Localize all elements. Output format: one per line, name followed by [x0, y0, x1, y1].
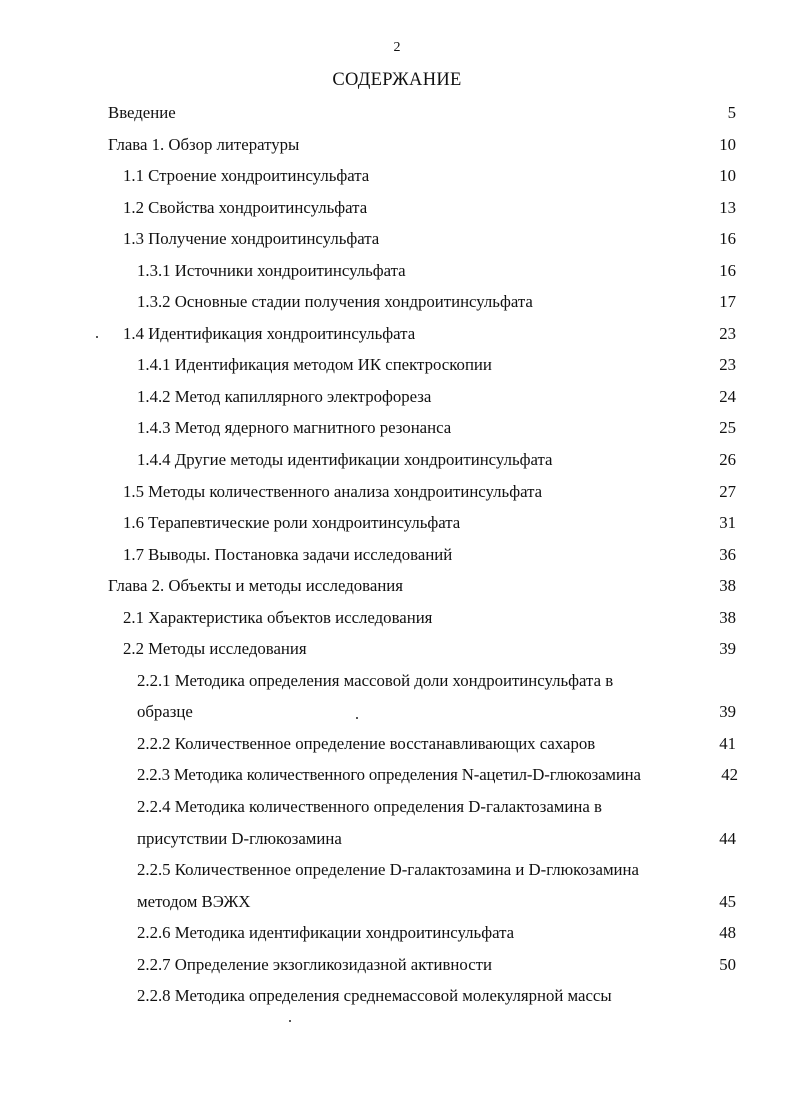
scan-speck [289, 1020, 291, 1022]
toc-entry [0, 854, 794, 886]
toc-entry-page: 50 [719, 954, 736, 974]
toc-entry [0, 759, 794, 791]
toc-entry [0, 129, 794, 161]
toc-entry [0, 539, 794, 571]
toc-entry [0, 696, 794, 728]
toc-entry-page: 31 [719, 513, 736, 533]
toc-entry [0, 255, 794, 287]
toc-entry-label: 2.2.5 Количественное определение D-галактозамина и D-глюкозамина [137, 860, 639, 880]
toc-entry [0, 791, 794, 823]
toc-entry-page: 42 [721, 765, 738, 785]
toc-entry-page: 39 [719, 702, 736, 722]
toc-title: СОДЕРЖАНИЕ [332, 70, 462, 90]
toc-entry-page: 45 [719, 891, 736, 911]
toc-entry-label: 1.1 Строение хондроитинсульфата [123, 166, 370, 186]
toc-entry [0, 192, 794, 224]
toc-entry [0, 570, 794, 602]
toc-entry-label: 2.2.8 Методика определения среднемассовой молекулярной массы [137, 986, 612, 1006]
toc-entry [0, 412, 794, 444]
toc-entry [0, 633, 794, 665]
toc-entry [0, 823, 794, 855]
toc-entry-page: 5 [727, 103, 736, 122]
toc-entry [0, 949, 794, 981]
toc-entry-label: 2.2 Методы исследования [123, 639, 307, 659]
toc-entry-page: 39 [719, 639, 736, 659]
toc-entry-page: 44 [719, 828, 736, 848]
page-number: 2 [393, 40, 401, 55]
table-of-contents [0, 97, 794, 1012]
scan-speck [356, 717, 358, 719]
toc-entry-label: 2.2.6 Методика идентификации хондроитинсульфата [137, 923, 515, 943]
toc-entry-label: 2.2.4 Методика количественного определения D-галактозамина в [137, 797, 602, 817]
toc-entry-page: 38 [719, 576, 736, 596]
toc-entry [0, 665, 794, 697]
toc-entry [0, 349, 794, 381]
toc-entry-page: 23 [719, 323, 736, 343]
scan-speck [96, 336, 98, 338]
toc-entry-page: 25 [719, 418, 736, 438]
toc-entry-page: 38 [719, 607, 736, 627]
toc-entry-label: 1.4.3 Метод ядерного магнитного резонанса [137, 418, 452, 438]
toc-entry [0, 286, 794, 318]
toc-entry [0, 476, 794, 508]
toc-entry-page: 26 [719, 450, 736, 470]
toc-entry-label: образце [137, 702, 193, 722]
toc-entry-page: 27 [719, 481, 736, 501]
toc-entry-page: 48 [719, 923, 736, 943]
toc-entry [0, 728, 794, 760]
toc-entry-label: 1.4 Идентификация хондроитинсульфата [123, 323, 416, 343]
toc-entry-label: 2.2.3 Методика количественного определения N-ацетил-D-глюкозамина [137, 765, 641, 785]
toc-entry-label: 1.4.1 Идентификация методом ИК спектроскопии [137, 355, 492, 375]
toc-entry [0, 507, 794, 539]
toc-entry-page: 10 [719, 166, 736, 186]
toc-entry-label: Глава 1. Обзор литературы [108, 134, 300, 154]
toc-entry-label: Введение [108, 103, 176, 122]
toc-entry-label: 1.7 Выводы. Постановка задачи исследований [123, 544, 453, 564]
toc-entry-label: 1.5 Методы количественного анализа хондроитинсульфата [123, 481, 543, 501]
toc-entry [0, 97, 794, 129]
toc-entry-label: 1.2 Свойства хондроитинсульфата [123, 197, 368, 217]
toc-entry [0, 318, 794, 350]
toc-entry-label: 1.3 Получение хондроитинсульфата [123, 229, 380, 249]
toc-entry-page: 16 [719, 260, 736, 280]
toc-entry-page: 13 [719, 197, 736, 217]
toc-entry-label: 1.6 Терапевтические роли хондроитинсульфата [123, 513, 461, 533]
toc-entry-label: Глава 2. Объекты и методы исследования [108, 576, 403, 596]
toc-entry [0, 160, 794, 192]
toc-entry [0, 917, 794, 949]
toc-entry-label: 1.3.2 Основные стадии получения хондроитинсульфата [137, 292, 533, 312]
toc-entry-label: 2.2.2 Количественное определение восстанавливающих сахаров [137, 733, 596, 753]
toc-entry-label: 1.3.1 Источники хондроитинсульфата [137, 260, 406, 280]
toc-entry [0, 980, 794, 1012]
toc-entry-label: 2.2.1 Методика определения массовой доли хондроитинсульфата в [137, 670, 614, 690]
toc-entry-label: методом ВЭЖХ [137, 891, 251, 911]
toc-entry-label: 2.1 Характеристика объектов исследования [123, 607, 433, 627]
toc-entry [0, 886, 794, 918]
toc-entry [0, 444, 794, 476]
toc-entry-label: 2.2.7 Определение экзогликозидазной активности [137, 954, 492, 974]
toc-entry-page: 10 [719, 134, 736, 154]
toc-entry [0, 381, 794, 413]
toc-entry-page: 17 [719, 292, 736, 312]
toc-entry-page: 36 [719, 544, 736, 564]
toc-entry [0, 223, 794, 255]
toc-entry-label: 1.4.4 Другие методы идентификации хондроитинсульфата [137, 450, 553, 470]
toc-entry-label: присутствии D-глюкозамина [137, 828, 342, 848]
toc-entry-label: 1.4.2 Метод капиллярного электрофореза [137, 386, 432, 406]
toc-entry-page: 23 [719, 355, 736, 375]
toc-entry-page: 24 [719, 386, 736, 406]
toc-entry-page: 41 [719, 733, 736, 753]
toc-entry [0, 602, 794, 634]
toc-entry-page: 16 [719, 229, 736, 249]
